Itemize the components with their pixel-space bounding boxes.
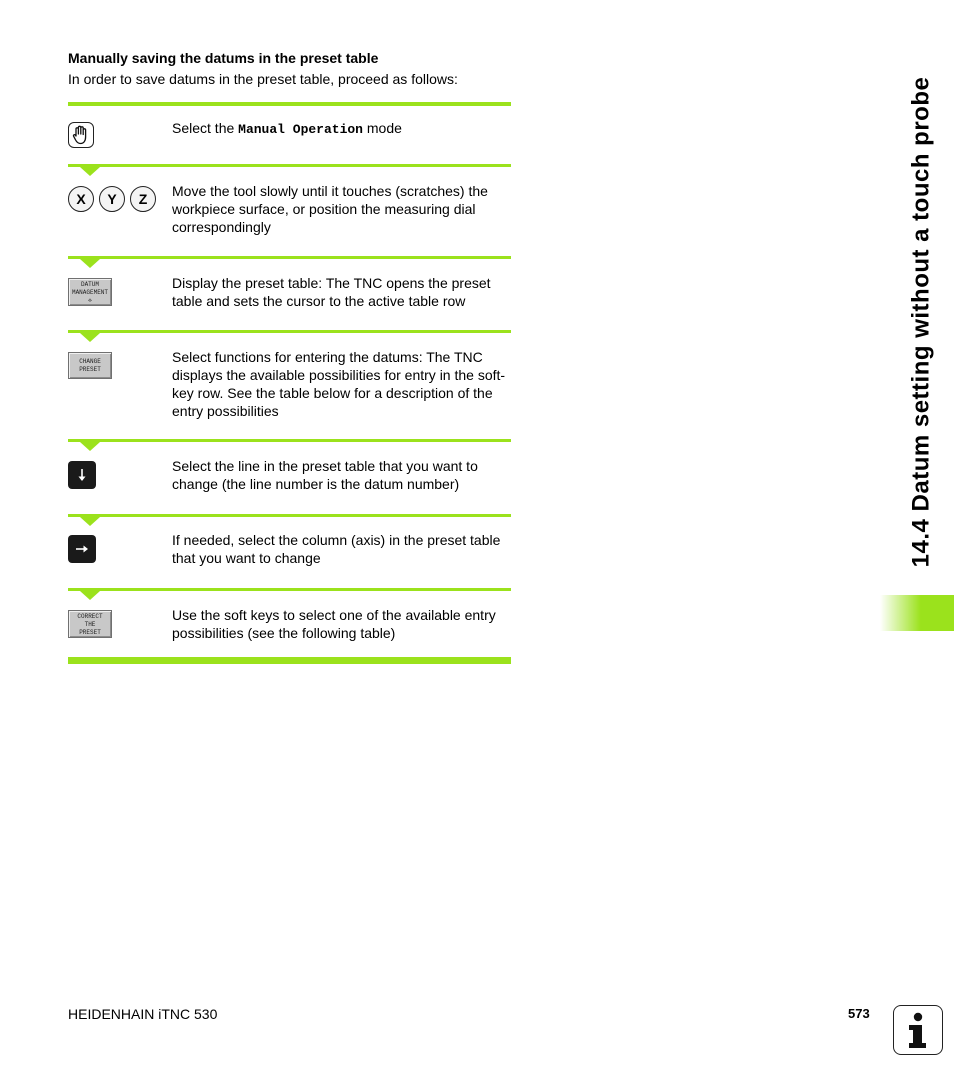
step-display-preset-table (68, 259, 511, 330)
softkey-label: PRESET (79, 629, 101, 636)
step-text-part: Select the (172, 120, 239, 136)
axis-key-y: Y (99, 186, 125, 212)
step-text: Select functions for entering the datums: The TNC displays the available possibilities for entry in the soft-key row. See the table below for a description of the entry possibilities (172, 349, 506, 419)
info-icon (893, 1005, 943, 1055)
step-text: Select the line in the preset table that you want to change (the line number is the datum number) (172, 458, 478, 492)
change-preset-softkey (68, 352, 112, 379)
step-manual-operation (68, 106, 511, 164)
step-text: Display the preset table: The TNC opens the preset table and sets the cursor to the active table row (172, 275, 491, 309)
step-select-column (68, 517, 511, 588)
intro-text: In order to save datums in the preset table, proceed as follows: (68, 71, 458, 87)
step-text: If needed, select the column (axis) in the preset table that you want to change (172, 532, 501, 566)
softkey-label: PRESET (79, 366, 101, 373)
mode-name: Manual Operation (238, 122, 363, 137)
softkey-label: CHANGE (79, 358, 101, 365)
step-text (172, 119, 514, 139)
step-text-part: mode (362, 120, 402, 136)
table-end-rule (68, 657, 511, 664)
page-number: 573 (848, 1006, 870, 1021)
axis-key-x: X (68, 186, 94, 212)
step-text: Move the tool slowly until it touches (scratches) the workpiece surface, or position the measuring dial correspondingly (172, 183, 488, 235)
step-text: Use the soft keys to select one of the available entry possibilities (see the following table) (172, 607, 496, 641)
correct-the-preset-softkey (68, 610, 112, 638)
arrow-right-key-icon (68, 535, 96, 563)
chapter-tab (880, 595, 954, 631)
chapter-side-title (896, 52, 946, 592)
footer-product: HEIDENHAIN iTNC 530 (68, 1006, 218, 1022)
chapter-title-text: 14.4 Datum setting without a touch probe (907, 76, 935, 568)
section-heading: Manually saving the datums in the preset table (68, 50, 379, 66)
step-correct-preset (68, 591, 511, 657)
arrow-down-key-icon (68, 461, 96, 489)
softkey-label: DATUM (80, 281, 99, 288)
axis-keys (68, 186, 156, 212)
softkey-label: CORRECT (77, 613, 103, 620)
softkey-label: THE (84, 621, 96, 628)
procedure-steps (68, 102, 511, 664)
axis-key-z: Z (130, 186, 156, 212)
softkey-symbol: ⟡ (88, 297, 92, 304)
step-select-line (68, 442, 511, 514)
step-position-tool (68, 167, 511, 256)
manual-operation-key (68, 122, 94, 148)
hand-icon (68, 122, 94, 148)
datum-management-softkey (68, 278, 112, 306)
softkey-label: MANAGEMENT (71, 289, 108, 296)
step-change-preset (68, 333, 511, 439)
